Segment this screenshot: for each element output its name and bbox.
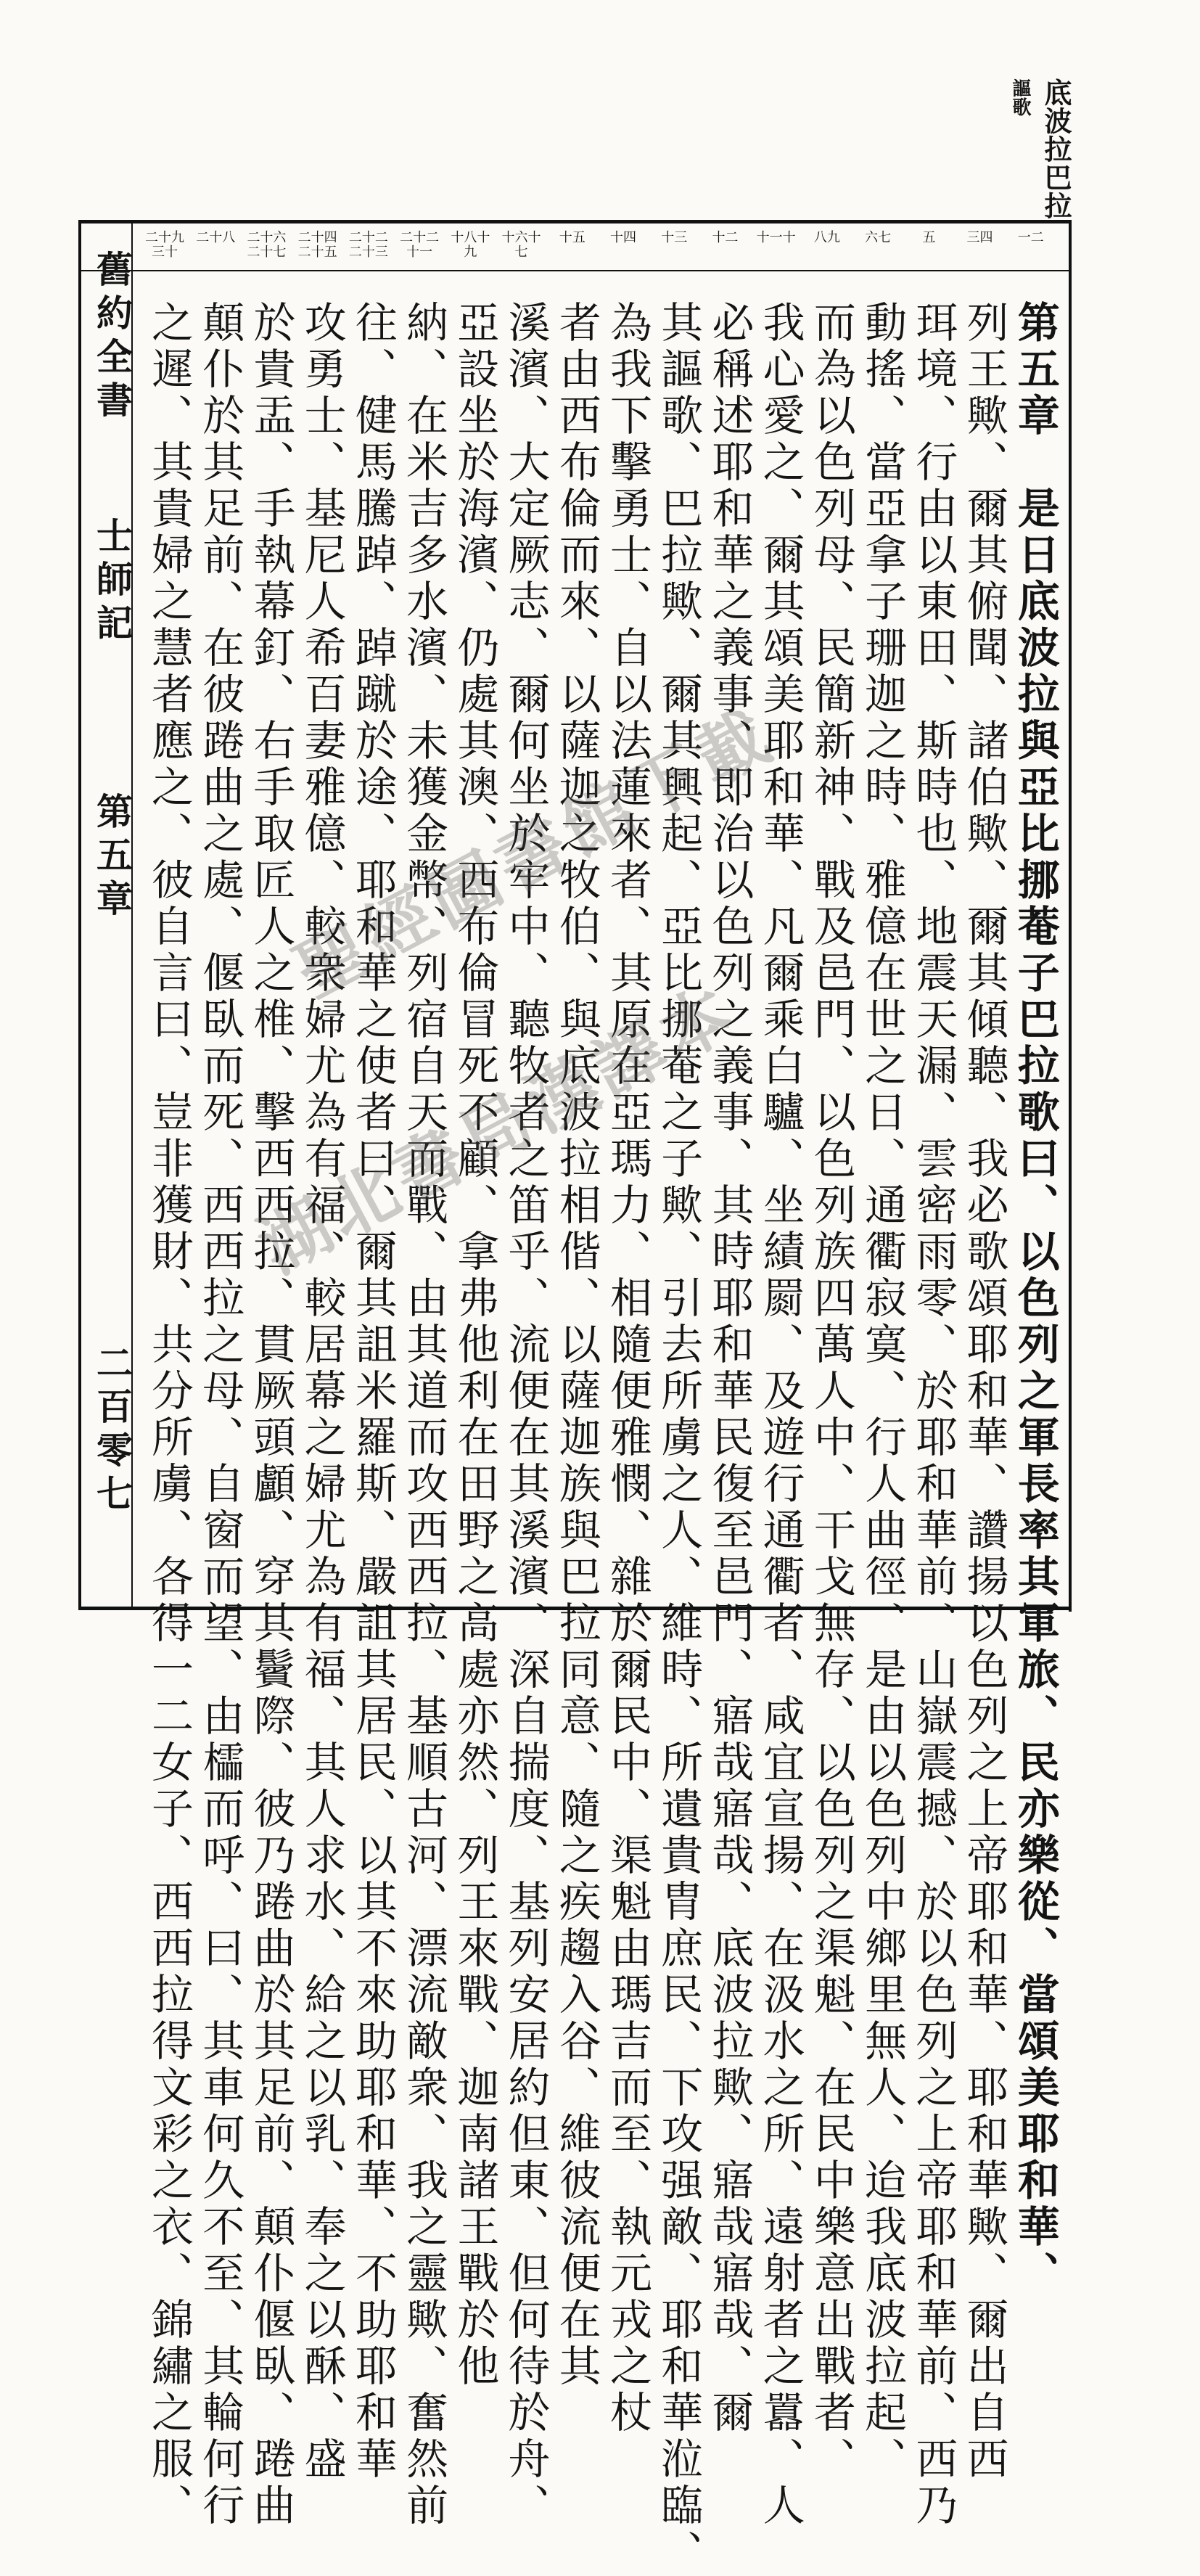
text-column: 之遲、其貴婦之慧者應之、彼自言曰、豈非獲財、共分所虜、各得一二女子、西西拉得文彩之衣、錦繡之服、 (144, 300, 194, 2530)
verse-number: 八九 (813, 230, 840, 245)
text-column: 為我下擊勇士、自以法蓮來者、其原在亞瑪力、相隨便雅憫、雜於爾民中、渠魁由瑪吉而至、執元戎之杖 (603, 300, 652, 2437)
text-column: 往、健馬騰踔、踔蹴於途、耶和華之使者曰、爾其詛米羅斯、嚴詛其居民、以其不來助耶和華、不助耶和華 (348, 300, 398, 2483)
verse-number: 二十六二十七 (247, 230, 287, 260)
verse-number: 六七 (865, 230, 892, 245)
verse-number: 十五 (559, 230, 585, 245)
verse-number-strip (138, 231, 1067, 274)
chapter-title: 第五章 (91, 792, 133, 923)
text-column: 溪濱、大定厥志、爾何坐於牢中、聽牧者之笛乎、流便在其溪濱、深自揣度、基列安居約但東、但何待於舟、 (501, 300, 551, 2530)
running-head-subtitle: 謳歌 (1009, 78, 1031, 116)
text-column: 列王歟、爾其俯聞、諸伯歟、爾其傾聽、我必歌頌耶和華、讚揚以色列之上帝耶和華、耶和華歟、爾出自西 (959, 300, 1009, 2483)
text-column: 於貴盂、手執幕釘、右手取匠人之椎、擊西西拉、貫厥頭顱、穿其鬢際、彼乃踡曲於其足前、顛仆偃臥、踡曲 (246, 300, 296, 2530)
running-head-title: 底波拉巴拉 (1040, 78, 1072, 220)
watermark-line-2: 湖北書局漢譯本 (245, 969, 751, 1289)
text-column: 動搖、當亞拿子珊迦之時、雅億在世之日、通衢寂寞、行人曲徑、是由以色列中鄉里無人、迨我底波拉起、 (858, 300, 908, 2483)
text-column: 顛仆於其足前、在彼踡曲之處、偃臥而死、西西拉之母、自窗而望、由櫺而呼、曰、其車何久不至、其輪何行 (195, 300, 245, 2530)
verse-number: 十四 (610, 230, 636, 245)
text-column: 納、在米吉多水濱、未獲金幣、列宿自天而戰、由其道而攻西西拉、基順古河、漂流敵衆、我之靈歟、奮然前 (399, 300, 449, 2530)
frame-top-rule (78, 220, 1071, 223)
verse-number: 二十八 (196, 230, 236, 245)
page-number: 二百零七 (91, 1344, 133, 1518)
verse-number: 十二 (712, 230, 739, 245)
watermark-line-1: 聖經圖書館下載 (281, 693, 787, 1014)
text-column: 攻勇士、基尼人希百妻雅億、較衆婦尤為有福、較居幕之婦尤為有福、其人求水、給之以乳、奉之以酥、盛 (297, 300, 347, 2483)
text-column: 亞設坐於海濱、仍處其澳、西布倫冒死不顧、拿弗他利在田野之高處亦然、列王來戰、迦南諸王戰於他 (450, 300, 500, 2390)
text-column: 而為以色列母、民簡新神、戰及邑門、以色列族四萬人中、干戈無存、以色列之渠魁、在民中樂意出戰者、 (806, 300, 856, 2483)
section-title: 士師記 (91, 517, 133, 647)
text-column: 我心愛之、爾其頌美耶和華、凡爾乘白驢、坐績罽、及遊行通衢者、咸宜宣揚、在汲水之所、遠射者之囂、人 (755, 300, 805, 2530)
frame-outer-left-rule (78, 220, 81, 1610)
verse-number: 二十四二十五 (297, 230, 337, 260)
verse-number: 二十二十一 (400, 230, 440, 260)
text-column: 必稱述耶和華之義事、即治以色列之義事、其時耶和華民復至邑門、寤哉寤哉、底波拉歟、寤哉寤哉、爾 (704, 300, 755, 2437)
verse-number: 二十九三十 (145, 230, 184, 260)
verse-number: 五 (922, 230, 936, 245)
frame-right-rule (1069, 220, 1072, 1612)
verse-number: 一二 (1017, 230, 1044, 245)
verse-number: 三四 (966, 230, 993, 245)
verse-number: 二十二二十三 (348, 230, 388, 260)
verse-number: 十八十九 (451, 230, 490, 260)
text-column: 者由西布倫而來、以薩迦之牧伯、與底波拉相偕、以薩迦族與巴拉同意、隨之疾趨入谷、維彼流便在其 (551, 300, 601, 2390)
text-column: 第五章 是日底波拉與亞比挪菴子巴拉歌曰、以色列之軍長率其軍旅、民亦樂從、當頌美耶和華、 (1010, 300, 1060, 2297)
text-column: 珥境、行由以東田、斯時也、地震天漏、雲密雨零、於耶和華前、山嶽震撼、於以色列之上帝耶和華前、西乃 (908, 300, 958, 2530)
book-title: 舊約全書 (91, 250, 133, 424)
text-column: 其謳歌、巴拉歟、爾其興起、亞比挪菴之子歟、引去所虜之人、維時、所遺貴胄庶民、下攻强敵、耶和華涖臨、 (654, 300, 704, 2576)
verse-number: 十一十 (756, 230, 796, 245)
verse-number: 十三 (661, 230, 688, 245)
verse-number: 十六十七 (501, 230, 541, 260)
